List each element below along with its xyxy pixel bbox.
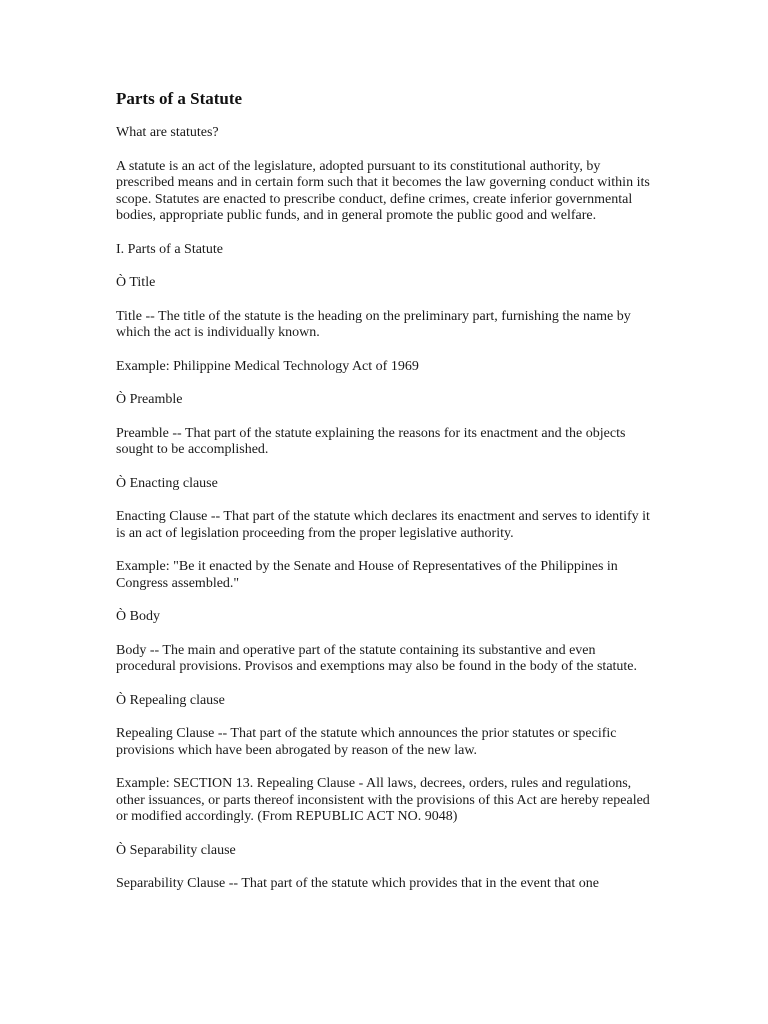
paragraph-repealing-clause: Repealing Clause -- That part of the statute which announces the prior statutes or specific provisions which have been abrogated by reason of the new law. — [116, 726, 617, 758]
bullet-enacting-clause: Ò Enacting clause — [116, 475, 218, 491]
paragraph-body: Body -- The main and operative part of the statute containing its substantive and even procedural provisions. Provisos and exemptions may also be found in the body of the statute. — [116, 642, 638, 674]
document-title: Parts of a Statute — [116, 89, 243, 108]
bullet-body: Ò Body — [116, 609, 160, 624]
bullet-separability-clause: Ò Separability clause — [116, 842, 236, 858]
paragraph-preamble: Preamble -- That part of the statute explaining the reasons for its enactment and the objects sought to be accomplished. — [116, 425, 626, 457]
bullet-repealing-clause: Ò Repealing clause — [116, 692, 225, 708]
paragraph-enacting-clause: Enacting Clause -- That part of the statute which declares its enactment and serves to identify it is an act of legislation proceeding from the proper legislative authority. — [116, 509, 650, 541]
bullet-preamble: Ò Preamble — [116, 392, 183, 407]
example-enacting-clause: Example: "Be it enacted by the Senate and House of Representatives of the Philippines in Congress assembled." — [116, 559, 618, 591]
section-heading: I. Parts of a Statute — [116, 241, 223, 257]
paragraph-question: What are statutes? — [116, 125, 219, 140]
example-repealing-clause: Example: SECTION 13. Repealing Clause - All laws, decrees, orders, rules and regulations, other issuances, or parts thereof inconsistent with the provisions of this Act are hereby repealed or modified accordingly. (From REPUBLIC ACT NO. 9048) — [116, 776, 650, 824]
paragraph-title: Title -- The title of the statute is the heading on the preliminary part, furnishing the name by which the act is individually known. — [116, 308, 631, 340]
paragraph-separability-clause: Separability Clause -- That part of the statute which provides that in the event that one — [116, 876, 599, 891]
paragraph-definition: A statute is an act of the legislature, adopted pursuant to its constitutional authority, by prescribed means and in certain form such that it becomes the law governing conduct within its scope. Statutes are enacted to prescribe conduct, define crimes, create inferior governmental bodies, appropriate public funds, and in general promote the public good and welfare. — [116, 158, 650, 223]
example-title: Example: Philippine Medical Technology Act of 1969 — [116, 358, 419, 374]
bullet-title: Ò Title — [116, 275, 156, 290]
